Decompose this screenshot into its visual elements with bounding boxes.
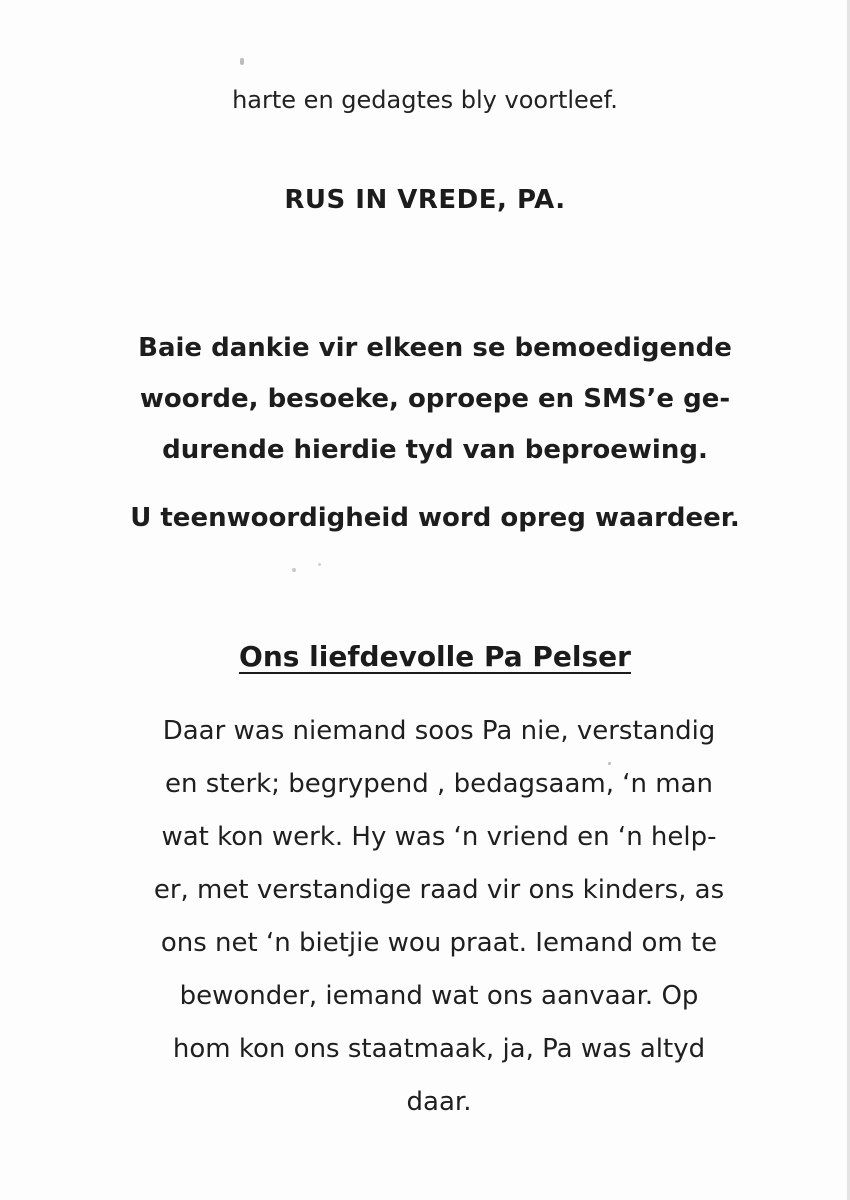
poem-line: Daar was niemand soos Pa nie, verstandig <box>162 716 716 746</box>
thanks-line: Baie dankie vir elkeen se bemoedigende <box>138 333 732 363</box>
scan-speck <box>292 568 296 572</box>
poem-line: daar. <box>406 1087 472 1117</box>
intro-line: harte en gedagtes bly voortleef. <box>232 86 618 114</box>
poem-title: Ons liefdevolle Pa Pelser <box>239 640 631 673</box>
scan-speck <box>318 563 321 566</box>
thanks-line: durende hierdie tyd van beproewing. <box>162 435 708 465</box>
poem-line: hom kon ons staatmaak, ja, Pa was altyd <box>172 1034 706 1064</box>
farewell-heading: RUS IN VREDE, PA. <box>284 185 566 215</box>
poem-line: er, met verstandige raad vir ons kinders, as <box>153 875 725 905</box>
poem-line: en sterk; begrypend , bedagsaam, ‘n man <box>164 769 714 799</box>
thanks-line: woorde, besoeke, oproepe en SMS’e ge- <box>139 384 731 414</box>
scan-speck <box>608 762 611 765</box>
poem-line: ons net ‘n bietjie wou praat. Iemand om te <box>160 928 718 958</box>
poem-line: bewonder, iemand wat ons aanvaar. Op <box>179 981 699 1011</box>
poem-line: wat kon werk. Hy was ‘n vriend en ‘n help- <box>161 822 717 852</box>
scan-speck <box>240 58 244 65</box>
thanks-line: U teenwoordigheid word opreg waardeer. <box>130 503 740 533</box>
